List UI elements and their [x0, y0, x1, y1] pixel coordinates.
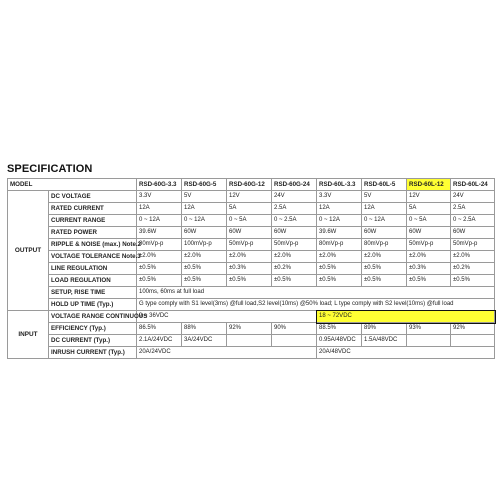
row-label: VOLTAGE RANGE CONTINUOUS: [49, 311, 137, 323]
model-header-7: RSD-60L-24: [451, 179, 495, 191]
model-label: MODEL: [8, 179, 137, 191]
value-cell: ±0.2%: [451, 263, 495, 275]
row-label-text: LINE REGULATION: [51, 265, 108, 272]
value-cell: 88.5%: [317, 323, 362, 335]
value-cell: 12V: [407, 191, 451, 203]
value-cell: 100ms, 60ms at full load: [137, 287, 495, 299]
row-note: Note.3: [121, 253, 141, 260]
row-label-text: RIPPLE & NOISE (max.): [51, 241, 121, 248]
inrush-row: [8, 347, 495, 359]
section-output-label: OUTPUT: [8, 191, 49, 311]
row-label: [49, 275, 137, 287]
row-label: DC CURRENT (Typ.): [49, 335, 137, 347]
hold-up-row: [8, 299, 495, 311]
value-cell: 50mVp-p: [227, 239, 272, 251]
value-cell: [407, 335, 451, 347]
value-cell: 50mVp-p: [272, 239, 317, 251]
value-cell: ±2.0%: [137, 251, 182, 263]
value-cell: 80mVp-p: [137, 239, 182, 251]
value-cell: [451, 335, 495, 347]
value-cell: 60W: [362, 227, 407, 239]
value-cell: 5A: [407, 203, 451, 215]
row-label: EFFICIENCY (Typ.): [49, 323, 137, 335]
value-cell: ±0.5%: [182, 263, 227, 275]
value-cell: 24V: [272, 191, 317, 203]
model-header-1: RSD-60G-5: [182, 179, 227, 191]
model-header-5: RSD-60L-5: [362, 179, 407, 191]
value-cell: 60W: [182, 227, 227, 239]
value-cell: 3A/24VDC: [182, 335, 227, 347]
value-cell: ±0.3%: [407, 263, 451, 275]
value-cell: 18 ~ 72VDC: [317, 311, 495, 323]
efficiency-row: [8, 323, 495, 335]
value-cell: 60W: [451, 227, 495, 239]
output-row: [8, 263, 495, 275]
output-row: [8, 239, 495, 251]
row-label-text: CURRENT RANGE: [51, 217, 106, 224]
value-cell: 60W: [272, 227, 317, 239]
value-cell: [227, 335, 272, 347]
value-cell: 1.5A/48VDC: [362, 335, 407, 347]
value-cell: 0 ~ 12A: [182, 215, 227, 227]
value-cell: ±0.5%: [227, 275, 272, 287]
value-cell: 0 ~ 2.5A: [272, 215, 317, 227]
value-cell: 0 ~ 5A: [227, 215, 272, 227]
value-cell: 60W: [407, 227, 451, 239]
row-label: [49, 251, 141, 263]
row-label-text: RATED CURRENT: [51, 205, 104, 212]
value-cell: 20A/24VDC: [137, 347, 317, 359]
value-cell: ±0.3%: [227, 263, 272, 275]
output-row: [8, 215, 495, 227]
value-cell: 90%: [272, 323, 317, 335]
value-cell: 100mVp-p: [182, 239, 227, 251]
value-cell: ±2.0%: [362, 251, 407, 263]
model-header-2: RSD-60G-12: [227, 179, 272, 191]
value-cell: ±0.5%: [317, 275, 362, 287]
value-cell: ±0.5%: [137, 275, 182, 287]
voltage-range-row: [8, 311, 495, 323]
row-label-text: VOLTAGE TOLERANCE: [51, 253, 121, 260]
spec-table: [7, 178, 495, 359]
value-cell: 50mVp-p: [451, 239, 495, 251]
output-row: [8, 275, 495, 287]
value-cell: 0.95A/48VDC: [317, 335, 362, 347]
value-cell: 12A: [317, 203, 362, 215]
dc-current-row: [8, 335, 495, 347]
value-cell: 60W: [227, 227, 272, 239]
output-row: [8, 227, 495, 239]
value-cell: ±0.5%: [272, 275, 317, 287]
row-label-text: RATED POWER: [51, 229, 97, 236]
value-cell: ±2.0%: [407, 251, 451, 263]
value-cell: 88%: [182, 323, 227, 335]
value-cell: 50mVp-p: [407, 239, 451, 251]
value-cell: 0 ~ 12A: [137, 215, 182, 227]
value-cell: 3.3V: [317, 191, 362, 203]
setup-rise-row: [8, 287, 495, 299]
value-cell: ±0.5%: [137, 263, 182, 275]
value-cell: 89%: [362, 323, 407, 335]
output-row: [8, 191, 495, 203]
value-cell: 24V: [451, 191, 495, 203]
value-cell: 12A: [362, 203, 407, 215]
value-cell: 5V: [182, 191, 227, 203]
value-cell: 86.5%: [137, 323, 182, 335]
row-label: [49, 215, 137, 227]
model-header-3: RSD-60G-24: [272, 179, 317, 191]
output-row: [8, 203, 495, 215]
row-label: [49, 191, 137, 203]
value-cell: 0 ~ 12A: [317, 215, 362, 227]
model-header-4: RSD-60L-3.3: [317, 179, 362, 191]
value-cell: 0 ~ 5A: [407, 215, 451, 227]
value-cell: 12A: [137, 203, 182, 215]
value-cell: 5V: [362, 191, 407, 203]
value-cell: 12A: [182, 203, 227, 215]
model-row: [8, 179, 495, 191]
value-cell: ±2.0%: [451, 251, 495, 263]
value-cell: ±0.5%: [317, 263, 362, 275]
row-label: [49, 263, 137, 275]
value-cell: [272, 335, 317, 347]
value-cell: 0 ~ 2.5A: [451, 215, 495, 227]
value-cell: ±0.2%: [272, 263, 317, 275]
value-cell: ±0.5%: [451, 275, 495, 287]
row-label-text: DC VOLTAGE: [51, 193, 91, 200]
row-label: [49, 239, 142, 251]
row-label: HOLD UP TIME (Typ.): [49, 299, 137, 311]
row-label: [49, 227, 137, 239]
section-input-label: INPUT: [8, 311, 49, 359]
value-cell: 3.3V: [137, 191, 182, 203]
row-label-text: LOAD REGULATION: [51, 277, 111, 284]
row-label: [49, 203, 137, 215]
page-title: SPECIFICATION: [7, 163, 93, 175]
value-cell: ±0.5%: [362, 263, 407, 275]
value-cell: ±2.0%: [182, 251, 227, 263]
value-cell: 39.6W: [137, 227, 182, 239]
value-cell: ±2.0%: [317, 251, 362, 263]
row-label: INRUSH CURRENT (Typ.): [49, 347, 137, 359]
value-cell: 2.5A: [272, 203, 317, 215]
value-cell: ±2.0%: [272, 251, 317, 263]
value-cell: G type comply with S1 level(3ms) @full load,S2 level(10ms) @50% load; L type comply with S2 level(10ms) @full load: [137, 299, 495, 311]
value-cell: 2.1A/24VDC: [137, 335, 182, 347]
value-cell: ±0.5%: [407, 275, 451, 287]
value-cell: 80mVp-p: [362, 239, 407, 251]
value-cell: 12V: [227, 191, 272, 203]
value-cell: 20A/48VDC: [317, 347, 495, 359]
value-cell: 93%: [407, 323, 451, 335]
value-cell: 5A: [227, 203, 272, 215]
value-cell: 80mVp-p: [317, 239, 362, 251]
model-header-0: RSD-60G-3.3: [137, 179, 182, 191]
model-header-6: RSD-60L-12: [407, 179, 451, 191]
value-cell: 2.5A: [451, 203, 495, 215]
row-note: Note.2: [122, 241, 142, 248]
value-cell: ±0.5%: [362, 275, 407, 287]
value-cell: 9 ~ 36VDC: [137, 311, 317, 323]
value-cell: ±0.5%: [182, 275, 227, 287]
row-label: SETUP, RISE TIME: [49, 287, 137, 299]
value-cell: ±2.0%: [227, 251, 272, 263]
value-cell: 92%: [451, 323, 495, 335]
value-cell: 92%: [227, 323, 272, 335]
output-row: [8, 251, 495, 263]
value-cell: 39.6W: [317, 227, 362, 239]
value-cell: 0 ~ 12A: [362, 215, 407, 227]
